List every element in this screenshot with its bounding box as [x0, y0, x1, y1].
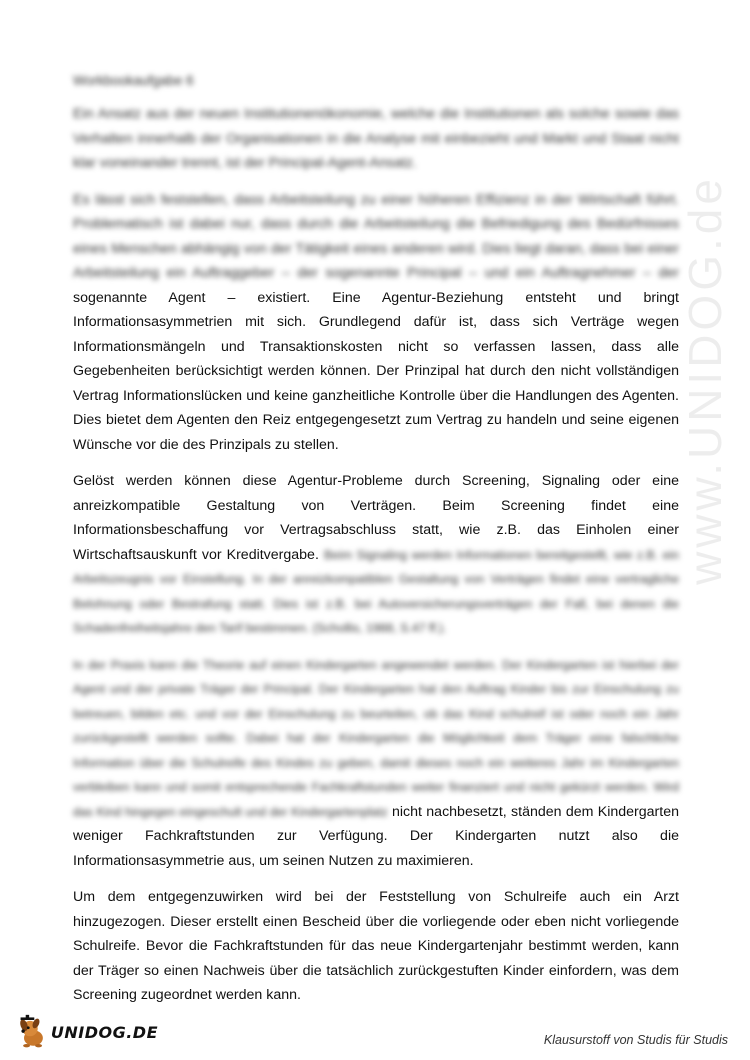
dog-mascot-icon: [18, 1012, 49, 1052]
logo-text: UNIDOG.DE: [50, 1022, 158, 1042]
paragraph-3-blurred: Beim Signaling werden Informationen bereitgestellt, wie z.B. ein Arbeitszeugnis vor Einstellung. In der anreizkompatiblen Gestaltung von Verträgen findet eine vertragliche Belohnung oder Bestrafung statt. Dies ist z.B. bei Autoversicherungsverträgen der Fall, bei denen die Schadenfreiheitsjahre den Tarif bestimmen. (Schollis, 1988, S.47 ff.).: [73, 547, 679, 635]
paragraph-3-text: Gelöst werden können diese Agentur-Probleme durch Screening, Signaling oder eine anreizkompatible Gestaltung von Verträgen. Beim Screening findet eine Informationsbeschaffung vor Vertragsabschluss statt, wie z.B. das Einholen einer Wirtschaftsauskunft vor Kreditvergabe.: [73, 473, 679, 563]
paragraph-5-text: Um dem entgegenzuwirken wird bei der Feststellung von Schulreife auch ein Arzt hinzugezogen. Dieser erstellt einen Bescheid über die vorliegende oder eben nicht vorliegende Schulreife. Bevor die Fachkraftstunden für das neue Kindergartenjahr bestimmt werden, kann der Träger so einen Nachweis über die tatsächlich zurückgestuften Kinder einfordern, was dem Screening zugeordnet werden kann.: [73, 889, 679, 1003]
paragraph-4-blurred: In der Praxis kann die Theorie auf einen Kindergarten angewendet werden. Der Kindergarten ist hierbei der Agent und der private Träger der Principal. Der Kindergarten hat den Auftrag Kinder bis zur Einschulung zu betreuen, bilden etc. und vor der Einschulung zu beurteilen, ob das Kind schulreif ist oder noch ein Jahr zurückgestellt werden sollte. Dabei hat der Kindergarten die Möglichkeit dem Träger eine falschliche Information über die Schulreife des Kindes zu geben, damit dieses noch ein weiteres Jahr im Kindergarten verbleiben kann und somit entsprechende Fachkraftstunden weiter finanziert und nicht gekürzt werden. Wird das Kind hingegen eingeschult und der Kindergartenplatz: [73, 657, 679, 819]
footer-logo[interactable]: [18, 1010, 158, 1054]
paragraph-1: [73, 102, 679, 176]
watermark: www.UNIDOG.de: [679, 175, 731, 585]
document-body: [73, 70, 679, 1020]
paragraph-4: [73, 653, 679, 874]
paragraph-2-blurred: Es lässt sich feststellen, dass Arbeitsteilung zu einer höheren Effizienz in der Wirtschaft führt. Problematisch ist dabei nur, dass durch die Arbeitsteilung die Befriedigung des Bedürfnisses eines Menschen abhängig von der Tätigkeit eines anderen wird. Dies liegt daran, dass bei einer Arbeitsteilung ein Auftraggeber – der sogenannte Principal – und ein Auftragnehmer – der: [73, 191, 679, 281]
paragraph-2-text: sogenannte Agent – existiert. Eine Agentur-Beziehung entsteht und bringt Informationsasymmetrien mit sich. Grundlegend dafür ist, dass sich Verträge wegen Informationsmängeln und Transaktionskosten nicht so verfassen lassen, dass alle Gegebenheiten berücksichtigt werden können. Der Prinzipal hat durch den nicht vollständigen Vertrag Informationslücken und keine ganzheitliche Kontrolle über die Handlungen des Agenten. Dies bietet dem Agenten den Reiz entgegengesetzt zum Vertrag zu handeln und seine eigenen Wünsche vor die des Prinzipals zu stellen.: [73, 289, 679, 453]
paragraph-5: [73, 885, 679, 1008]
paragraph-4-text: nicht nachbesetzt, ständen dem Kindergarten weniger Fachkraftstunden zur Verfügung. Der Kindergarten nutzt also die Informationsasymmetrie aus, um seinen Nutzen zu maximieren.: [73, 803, 679, 869]
paragraph-2: [73, 188, 679, 458]
paragraph-3: [73, 469, 679, 641]
paragraph-1-blurred: Ein Ansatz aus der neuen Institutionenökonomie, welche die Institutionen als solche sowie das Verhalten innerhalb der Organisationen in die Analyse mit einbezieht und Markt und Staat nicht klar voneinander trennt, ist der Principal-Agent-Ansatz.: [73, 106, 679, 171]
document-title: Workbookaufgabe 6: [73, 73, 194, 88]
footer-tagline: Klausurstoff von Studis für Studis: [543, 1033, 728, 1047]
